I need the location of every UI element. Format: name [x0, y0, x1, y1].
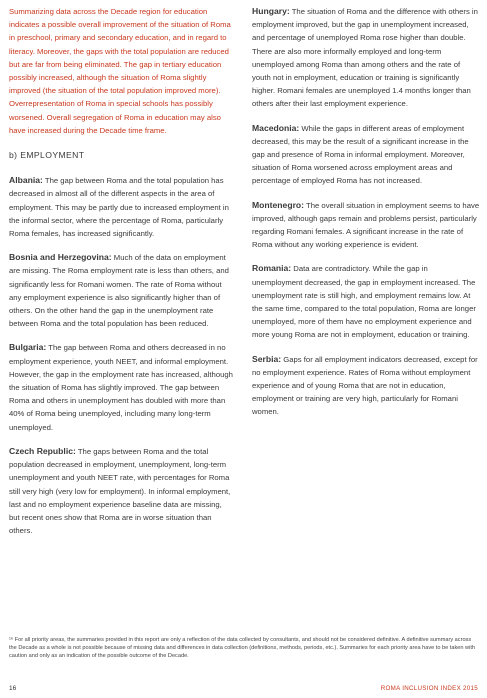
section-heading-employment: b) EMPLOYMENT: [9, 150, 85, 161]
education-summary-paragraph: Summarizing data across the Decade region for education indicates a possible overall improvement of the situation of Roma in preschool, primary and secondary education, and in regard to literacy. Moreover, the gaps with the total population are reduced but are far from being eliminated. The gap in tertiary education possibly increased, although the situation of Roma slightly improved (the situation of the total population improved more). Overrepresentation of Roma in special schools has possibly worsened. Overall segregation of Roma in education may also have increased during the Decade time frame.: [9, 7, 231, 135]
country-name: Serbia:: [252, 353, 282, 364]
country-text: Data are contradictory. While the gap in unemployment decreased, the gap in employment increased. The unemployment rate is still high, and employment remains low. At the same time, compared to the total population, Roma are longer unemployed, more of them have no employment experience and more young Roma are not in employment, education or training.: [252, 264, 476, 340]
country-text: The overall situation in employment seems to have improved, although gaps remain and problems persist, particularly regarding Romani females. A significant increase in the rate of Roma without any working experience is evident.: [252, 200, 480, 250]
country-text: The situation of Roma and the difference with others in employment improved, but the gap in unemployment increased, and percentage of unemployed Roma rose higher than double. There are also more informally employed and long-term unemployed among Roma than among others and the rate of youth not in employment, education or training is significantly higher. Romani females are unemployed 1.4 months longer than others after their last employment experience.: [252, 7, 478, 109]
page-number: 16: [9, 685, 17, 692]
country-name: Bosnia and Herzegovina:: [9, 252, 112, 263]
country-entry-albania: [9, 174, 234, 240]
country-name: Romania:: [252, 263, 292, 274]
country-entry-macedonia: [252, 122, 480, 188]
country-name: Albania:: [9, 175, 43, 186]
running-footer-title: ROMA INCLUSION INDEX 2015: [380, 685, 478, 692]
country-text: The gap between Roma and others decreased in no employment experience, youth NEET, and informal employment. However, the gap in the employment rate has increased, although the situation of Roma has slightly improved. The gap between Roma and others in unemployment has doubled with more than 40% of Roma being unemployed, including many long-term unemployed.: [9, 343, 233, 432]
country-text: The gaps between Roma and the total population decreased in employment, unemployment, long-term unemployment and youth NEET rate, with percentages for Roma still very high (very low for employment). In informal employment, last and no employment experience baseline data are missing, but recent ones show that Roma are in worse situation than others.: [9, 446, 231, 536]
left-column: [9, 5, 234, 548]
country-name: Macedonia:: [252, 122, 300, 133]
country-entry-serbia: [252, 353, 480, 419]
country-entry-hungary: [252, 5, 480, 111]
country-name: Hungary:: [252, 6, 290, 16]
footnote: ¹⁶ For all priority areas, the summaries provided in this report are only a reflection of the data collected by consultants, and should not be considered definitive. A definitive summary across the Decade as a whole is not possible because of missing data and differences in data collection (definitions, methods, periods, etc.). Summaries for each priority area have to be taken with caution and only as an indication of the possible outcome of the Decade.: [9, 637, 475, 659]
country-entry-bosnia: [9, 251, 234, 330]
country-entry-czech-republic: [9, 445, 234, 537]
country-name: Czech Republic:: [9, 445, 76, 456]
country-text: Much of the data on employment are missing. The Roma employment rate is less than others, and significantly less for Romani women. The rate of Roma without any employment experience is also significantly higher than of others. On the other hand the gap in the unemployment rate between Roma and the total population has been reduced.: [9, 253, 229, 329]
country-name: Bulgaria:: [9, 342, 47, 353]
country-name: Montenegro:: [252, 199, 305, 210]
country-text: While the gaps in different areas of employment decreased, this may be the result of a significant increase in the gap and presence of Roma in informal employment. Moreover, situation of Roma worsened across employment areas and percentage of employed Roma has not increased.: [252, 123, 469, 186]
country-text: Gaps for all employment indicators decreased, except for no employment experience. Rates of Roma without employment experience and of young Roma that are not in education, employment or training are very high, particularly for Romani women.: [252, 354, 478, 417]
country-entry-romania: [252, 262, 480, 341]
country-text: The gap between Roma and the total population has decreased in almost all of the different aspects in the area of employment. This may be partly due to increased employment in the informal sector, where the percentage of Roma, particularly Roma females, has increased significantly.: [9, 176, 229, 239]
right-column: [252, 5, 480, 430]
country-entry-bulgaria: [9, 341, 234, 433]
country-entry-montenegro: [252, 199, 480, 252]
